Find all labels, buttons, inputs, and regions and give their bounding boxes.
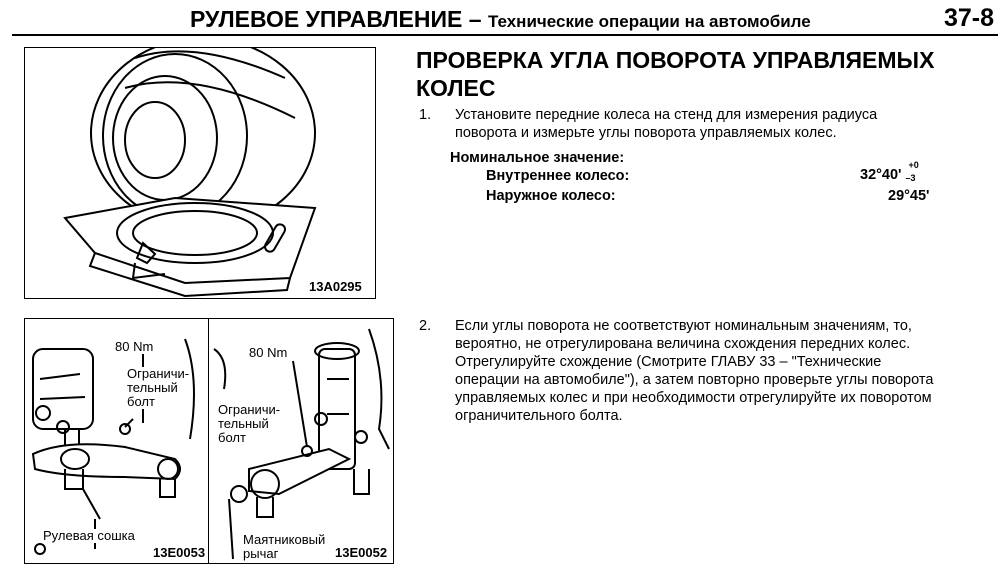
page-header xyxy=(12,4,998,36)
stop-bolt-line-3: болт xyxy=(218,430,246,445)
step-1-number: 1. xyxy=(419,107,432,123)
outer-wheel-value: 29°45' xyxy=(888,188,930,204)
stop-bolt-line-2: тельный xyxy=(127,380,178,395)
pitman-arm-label: Рулевая сошка xyxy=(43,528,135,543)
stop-bolt-line-3: болт xyxy=(127,394,155,409)
step-1-text xyxy=(455,106,877,142)
stop-bolt-label-1 xyxy=(127,367,189,409)
figure-code-3: 13E0052 xyxy=(335,545,388,560)
torque-label-2: 80 Nm xyxy=(249,345,288,360)
step-1-line-1: Установите передние колеса на стенд для измерения радиуса xyxy=(455,107,878,123)
step-2 xyxy=(419,317,999,427)
step-2-line-2: вероятно, не отрегулирована величина схождения передних колес. xyxy=(455,336,911,352)
step-1 xyxy=(419,106,979,146)
figure-turning-gauge xyxy=(24,47,376,299)
inner-wheel-label: Внутреннее колесо: xyxy=(486,168,630,184)
step-2-text xyxy=(455,317,933,425)
header-title xyxy=(190,6,811,33)
step-2-line-6: ограничительного болта. xyxy=(455,408,623,424)
figure-code-1: 13A0295 xyxy=(309,279,362,294)
header-section: РУЛЕВОЕ УПРАВЛЕНИЕ – xyxy=(190,6,482,32)
idler-arm-label xyxy=(243,533,325,561)
inner-wheel-angle: 32°40' xyxy=(860,167,902,183)
page-number: 37-8 xyxy=(943,4,994,32)
idler-arm-line-1: Маятниковый xyxy=(243,532,326,547)
step-1-line-2: поворота и измерьте углы поворота управляемых колес. xyxy=(455,125,837,141)
figure-pitman-arm xyxy=(24,318,210,564)
step-2-line-3: Отрегулируйте схождение (Смотрите ГЛАВУ 33 – "Технические xyxy=(455,354,882,370)
step-2-line-1: Если углы поворота не соответствуют номинальным значениям, то, xyxy=(455,318,912,334)
pitman-arm-illustration xyxy=(25,319,209,563)
spec-label: Номинальное значение: xyxy=(450,150,625,166)
step-2-line-4: операции на автомобиле"), а затем повторно проверьте углы поворота xyxy=(455,372,934,388)
outer-wheel-label: Наружное колесо: xyxy=(486,188,616,204)
stop-bolt-line-2: тельный xyxy=(218,416,269,431)
stop-bolt-line-1: Ограничи- xyxy=(127,366,190,381)
stop-bolt-label-2 xyxy=(218,403,280,445)
inner-wheel-value xyxy=(860,160,928,183)
idler-arm-line-2: рычаг xyxy=(243,546,279,561)
header-subtitle: Технические операции на автомобиле xyxy=(487,12,811,31)
step-2-line-5: управляемых колес и при необходимости отрегулируйте их поворотом xyxy=(455,390,932,406)
step-2-number: 2. xyxy=(419,318,432,334)
torque-label-1: 80 Nm xyxy=(115,339,154,354)
stop-bolt-line-1: Ограничи- xyxy=(218,402,281,417)
figure-code-2: 13E0053 xyxy=(153,545,206,560)
inner-wheel-tolerance-upper: +0 xyxy=(908,160,919,170)
section-title: ПРОВЕРКА УГЛА ПОВОРОТА УПРАВЛЯЕМЫХ КОЛЕС xyxy=(416,47,935,101)
figure-idler-arm xyxy=(208,318,394,564)
turning-gauge-illustration xyxy=(25,48,375,298)
inner-wheel-tolerance-lower: –3 xyxy=(905,173,916,183)
